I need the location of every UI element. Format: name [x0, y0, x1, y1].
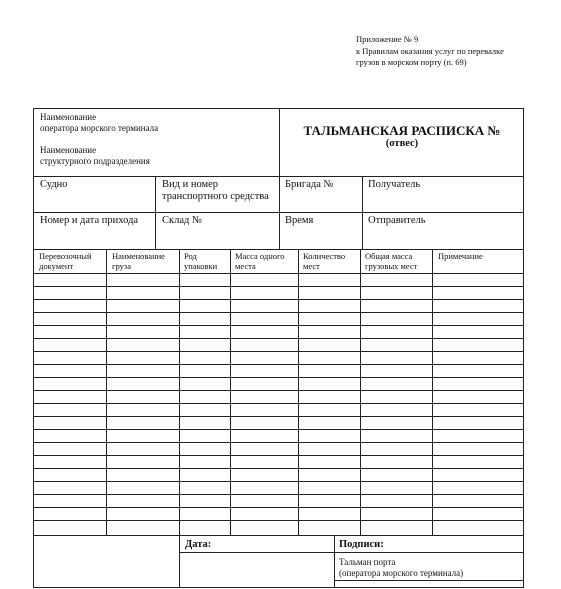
table-row-line: [34, 338, 523, 339]
operator-label-2: оператора морского терминала: [40, 123, 159, 133]
column-divider: [106, 249, 107, 535]
operator-label-1: Наименование: [40, 112, 97, 122]
appendix-line-3: грузов в морском порту (п. 69): [356, 57, 467, 67]
signatures-label: Подписи:: [339, 539, 384, 550]
appendix-note: [356, 34, 556, 69]
column-header-document: [39, 252, 92, 271]
column-header-line: Наименование: [112, 251, 165, 261]
table-row-line: [34, 273, 523, 274]
table-row-line: [34, 377, 523, 378]
column-header-cargo-name: [112, 252, 165, 271]
appendix-line-1: Приложение № 9: [356, 34, 419, 44]
column-header-line: места: [235, 260, 256, 271]
brigade-field-label: Бригада №: [285, 179, 334, 190]
column-header-line: Род: [184, 251, 197, 261]
tally-receipt-form: [33, 108, 524, 588]
vehicle-field-label-1: Вид и номер: [162, 179, 219, 190]
table-row-line: [34, 299, 523, 300]
column-header-packaging: [184, 252, 217, 271]
column-header-line: мест: [303, 260, 320, 271]
table-row-line: [34, 351, 523, 352]
tallyman-label-2: (оператора морского терминала): [339, 568, 464, 578]
column-header-line: грузовых мест: [365, 260, 418, 271]
tallyman-label-1: Тальман порта: [339, 557, 396, 567]
arrival-field-label: Номер и дата прихода: [40, 215, 139, 226]
footer-divider: [179, 535, 180, 587]
table-row-line: [34, 286, 523, 287]
column-header-total-mass: [365, 252, 417, 271]
column-header-line: Количество: [303, 251, 346, 261]
table-row-line: [34, 325, 523, 326]
divider: [34, 249, 523, 250]
table-row-line: [34, 468, 523, 469]
sender-field-label: Отправитель: [368, 215, 426, 226]
table-row-line: [34, 507, 523, 508]
column-header-line: груза: [112, 260, 132, 271]
division-label-2: структурного подразделения: [40, 156, 150, 166]
division-label-1: Наименование: [40, 145, 97, 155]
table-row-line: [34, 390, 523, 391]
column-divider: [360, 249, 361, 535]
table-row-line: [34, 455, 523, 456]
signature-line: [334, 580, 523, 581]
footer-line: [179, 552, 523, 553]
table-row-line: [34, 364, 523, 365]
recipient-field-label: Получатель: [368, 179, 421, 190]
table-bottom-line: [34, 535, 523, 536]
column-header-line: Общая масса: [365, 251, 413, 261]
column-header-unit-mass: [235, 252, 285, 271]
vessel-field-label: Судно: [40, 179, 68, 190]
table-row-line: [34, 442, 523, 443]
table-row-line: [34, 416, 523, 417]
column-header-line: Примечание: [438, 251, 483, 261]
table-row-line: [34, 403, 523, 404]
column-header-note: [438, 252, 483, 262]
column-header-line: документ: [39, 260, 74, 271]
column-header-quantity: [303, 252, 345, 271]
table-row-line: [34, 429, 523, 430]
table-row-line: [34, 520, 523, 521]
table-row-line: [34, 481, 523, 482]
table-row-line: [34, 494, 523, 495]
vehicle-field-label-2: транспортного средства: [162, 191, 269, 202]
warehouse-field-label: Склад №: [162, 215, 202, 226]
time-field-label: Время: [285, 215, 314, 226]
appendix-line-2: к Правилам оказания услуг по перевалке: [356, 45, 504, 56]
header-divider: [279, 109, 280, 176]
column-divider: [179, 249, 180, 535]
form-title: ТАЛЬМАНСКАЯ РАСПИСКА №: [303, 123, 501, 138]
column-divider: [298, 249, 299, 535]
column-header-line: Масса одного: [235, 251, 285, 261]
column-header-line: упаковки: [184, 260, 218, 271]
date-label: Дата:: [185, 539, 212, 550]
form-subtitle: (отвес): [385, 138, 419, 149]
column-divider: [432, 249, 433, 535]
column-header-line: Перевозочный: [39, 251, 92, 261]
table-row-line: [34, 312, 523, 313]
column-divider: [230, 249, 231, 535]
divider: [34, 212, 523, 213]
